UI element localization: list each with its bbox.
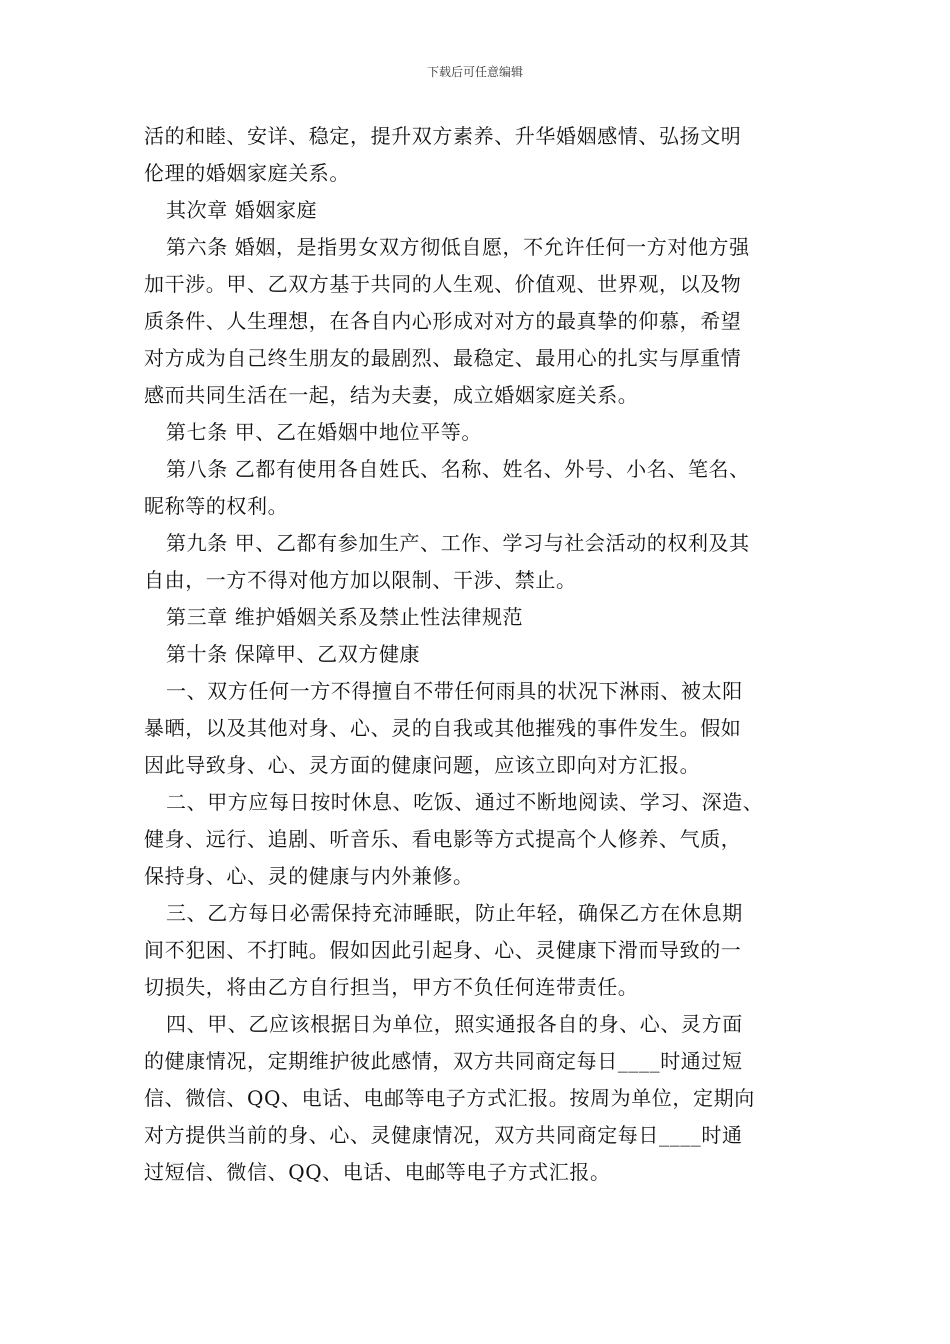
text-line: 保持身、心、灵的健康与内外兼修。 (144, 864, 474, 888)
text-line: 感而共同生活在一起，结为夫妻，成立婚姻家庭关系。 (144, 383, 639, 407)
text-line: 伦理的婚姻家庭关系。 (144, 161, 350, 185)
text-line: 因此导致身、心、灵方面的健康问题，应该立即向对方汇报。 (144, 753, 701, 777)
article-line: 第九条 甲、乙都有参加生产、工作、学习与社会活动的权利及其 (166, 531, 750, 555)
clause-line: 三、乙方每日必需保持充沛睡眠，防止年轻，确保乙方在休息期 (166, 901, 743, 925)
document-body (144, 118, 816, 1191)
text-line: 活的和睦、安详、稳定，提升双方素养、升华婚姻感情、弘扬文明 (144, 124, 742, 148)
article-line: 第八条 乙都有使用各自姓氏、名称、姓名、外号、小名、笔名、 (166, 457, 750, 481)
text-line: 昵称等的权利。 (144, 494, 289, 518)
chapter-heading: 第三章 维护婚姻关系及禁止性法律规范 (166, 605, 524, 629)
text-line: 对方提供当前的身、心、灵健康情况，双方共同商定每日____时通 (144, 1123, 743, 1147)
clause-line: 四、甲、乙应该根据日为单位，照实通报各自的身、心、灵方面 (166, 1012, 743, 1036)
article-line: 第六条 婚姻，是指男女双方彻低自愿，不允许任何一方对他方强 (166, 235, 750, 259)
text-line: 过短信、微信、QQ、电话、电邮等电子方式汇报。 (144, 1160, 611, 1184)
article-line: 第十条 保障甲、乙双方健康 (166, 642, 421, 666)
text-line: 加干涉。甲、乙双方基于共同的人生观、价值观、世界观，以及物 (144, 272, 742, 296)
text-line: 的健康情况，定期维护彼此感情，双方共同商定每日____时通过短 (144, 1049, 743, 1073)
text-line: 质条件、人生理想，在各自内心形成对对方的最真挚的仰慕，希望 (144, 309, 742, 333)
text-line: 切损失，将由乙方自行担当，甲方不负任何连带责任。 (144, 975, 639, 999)
text-line: 健身、远行、追剧、听音乐、看电影等方式提高个人修养、气质， (144, 827, 742, 851)
text-line: 对方成为自己终生朋友的最剧烈、最稳定、最用心的扎实与厚重情 (144, 346, 742, 370)
article-line: 第七条 甲、乙在婚姻中地位平等。 (166, 420, 482, 444)
clause-line: 一、双方任何一方不得擅自不带任何雨具的状况下淋雨、被太阳 (166, 679, 743, 703)
text-line: 间不犯困、不打盹。假如因此引起身、心、灵健康下滑而导致的一 (144, 938, 742, 962)
text-line: 暴晒，以及其他对身、心、灵的自我或其他摧残的事件发生。假如 (144, 716, 742, 740)
chapter-heading: 其次章 婚姻家庭 (166, 198, 318, 222)
text-line: 自由，一方不得对他方加以限制、干涉、禁止。 (144, 568, 577, 592)
page-header: 下载后可任意编辑 (426, 65, 523, 79)
clause-line: 二、甲方应每日按时休息、吃饭、通过不断地阅读、学习、深造、 (166, 790, 764, 814)
text-line: 信、微信、QQ、电话、电邮等电子方式汇报。按周为单位，定期向 (144, 1086, 755, 1110)
